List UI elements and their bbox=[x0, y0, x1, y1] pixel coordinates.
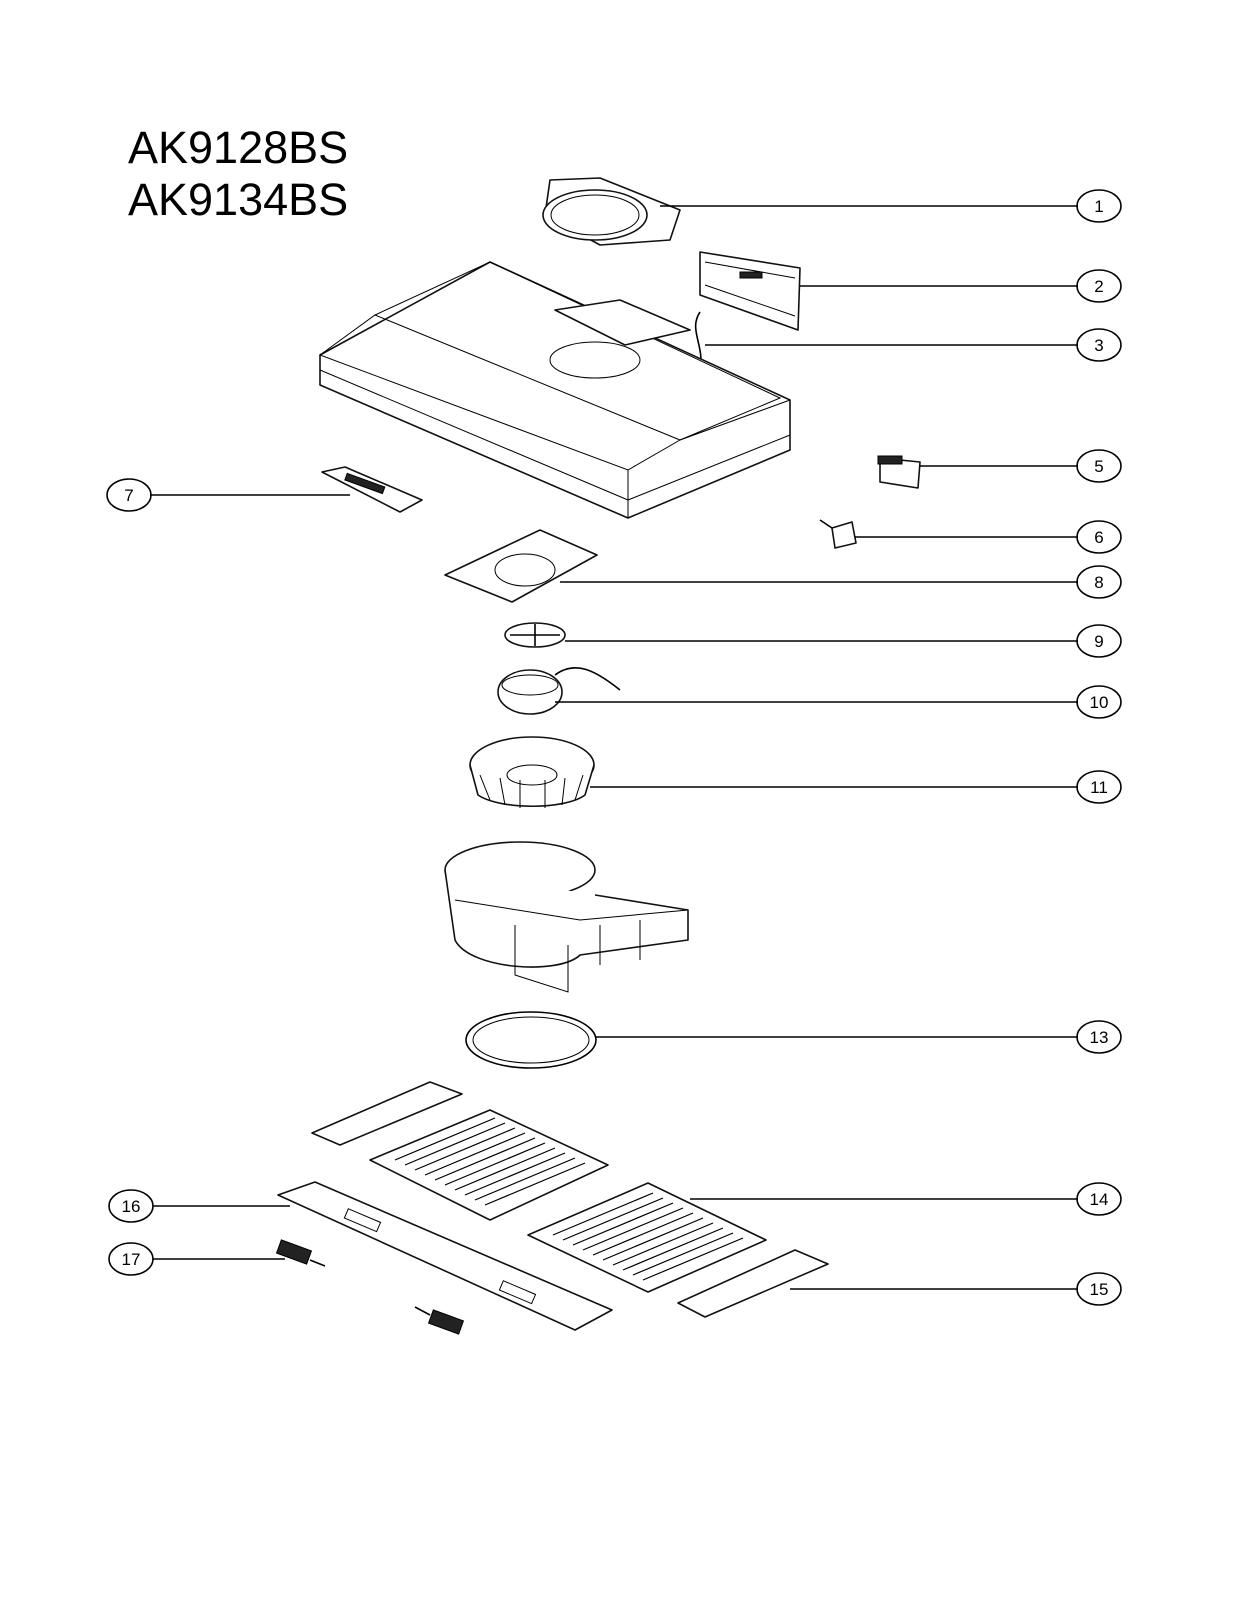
svg-text:9: 9 bbox=[1094, 632, 1104, 651]
part-7-control-panel bbox=[322, 467, 422, 512]
part-10-motor bbox=[498, 668, 620, 714]
callout-2 bbox=[1077, 270, 1121, 302]
part-9-motor-bracket bbox=[505, 623, 565, 647]
svg-text:11: 11 bbox=[1090, 778, 1108, 797]
svg-text:17: 17 bbox=[121, 1250, 141, 1269]
part-8-mounting-plate bbox=[445, 530, 597, 602]
model-number-1: AK9128BS bbox=[128, 122, 349, 173]
callout-7 bbox=[107, 479, 151, 511]
callout-17 bbox=[109, 1243, 153, 1275]
callout-11 bbox=[1077, 771, 1121, 803]
part-11-blower-wheel bbox=[470, 737, 594, 808]
callout-1 bbox=[1077, 190, 1121, 222]
model-number-2: AK9134BS bbox=[128, 174, 349, 225]
svg-text:7: 7 bbox=[124, 486, 134, 505]
svg-text:10: 10 bbox=[1089, 693, 1109, 712]
svg-text:8: 8 bbox=[1094, 573, 1104, 592]
svg-text:5: 5 bbox=[1094, 457, 1104, 476]
callout-13 bbox=[1077, 1021, 1121, 1053]
svg-text:16: 16 bbox=[121, 1197, 141, 1216]
svg-text:1: 1 bbox=[1094, 197, 1104, 216]
part-12-blower-housing bbox=[445, 842, 688, 992]
callout-9 bbox=[1077, 625, 1121, 657]
callout-15 bbox=[1077, 1273, 1121, 1305]
callout-10 bbox=[1077, 686, 1121, 718]
callout-3 bbox=[1077, 329, 1121, 361]
callout-14 bbox=[1077, 1183, 1121, 1215]
part-1-duct-collar bbox=[543, 178, 680, 245]
part-2-damper-bracket bbox=[700, 252, 800, 330]
callout-5 bbox=[1077, 450, 1121, 482]
svg-text:6: 6 bbox=[1094, 528, 1104, 547]
svg-text:13: 13 bbox=[1089, 1028, 1109, 1047]
svg-text:14: 14 bbox=[1089, 1190, 1109, 1209]
part-13-ring bbox=[466, 1012, 596, 1068]
svg-text:3: 3 bbox=[1094, 336, 1104, 355]
callout-8 bbox=[1077, 566, 1121, 598]
svg-text:15: 15 bbox=[1089, 1280, 1109, 1299]
part-6-plug bbox=[820, 520, 856, 548]
grease-filter-a bbox=[370, 1110, 608, 1220]
svg-text:2: 2 bbox=[1094, 277, 1104, 296]
part-5-switch-bracket bbox=[878, 456, 920, 488]
part-16-light-panel bbox=[278, 1182, 612, 1330]
callout-6 bbox=[1077, 521, 1121, 553]
callout-16 bbox=[109, 1190, 153, 1222]
